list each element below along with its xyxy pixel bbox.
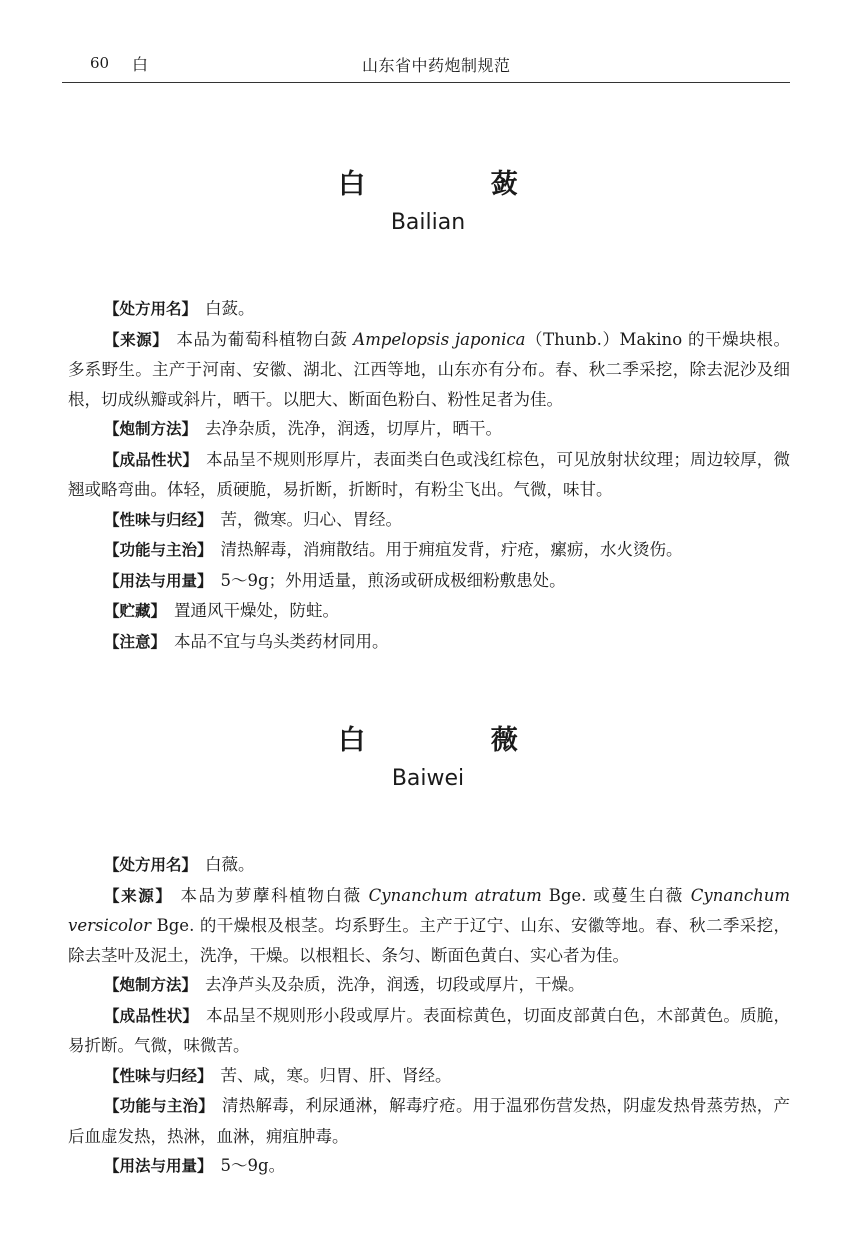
field-usage-dosage: [68, 1151, 790, 1182]
field-text: 去净芦头及杂质，洗净，润透，切段或厚片，干燥。: [205, 975, 585, 994]
field-text: 清热解毒，利尿通淋，解毒疗疮。用于温邪伤营发热，阴虚发热骨蒸劳热，产后血虚发热，热淋，血淋，痈疽肿毒。: [68, 1096, 790, 1146]
field-text: Bge. 或蔓生白薇: [541, 885, 691, 905]
latin-species-name: Ampelopsis japonica: [353, 329, 526, 349]
field-label: 【功能与主治】: [104, 541, 213, 559]
entry-title-pinyin: Bailian: [390, 210, 466, 235]
field-usage-dosage: [68, 566, 790, 597]
field-text: 本品呈不规则形小段或厚片。表面棕黄色，切面皮部黄白色，木部黄色。质脆，易折断。气微，味微苦。: [68, 1005, 790, 1055]
field-processing-method: [68, 414, 790, 445]
field-text: 苦、咸，寒。归胃、肝、肾经。: [220, 1065, 452, 1085]
field-label: 【炮制方法】: [104, 420, 198, 438]
field-text: 5～9g。: [220, 1156, 286, 1175]
field-label: 【用法与用量】: [104, 1157, 213, 1175]
latin-species-name: Cynanchum atratum: [368, 885, 542, 905]
entry-body-baiwei: [68, 850, 790, 1182]
field-text: 清热解毒，消痈散结。用于痈疽发背，疔疮，瘰疬，水火烫伤。: [220, 540, 683, 559]
entry-title-pinyin: Baiwei: [391, 766, 465, 791]
entry-body-bailian: [68, 294, 790, 657]
field-label: 【注意】: [104, 632, 167, 651]
field-prescription-name: [68, 850, 790, 881]
field-text: 置通风干燥处，防蛀。: [174, 601, 340, 620]
field-label: 【来源】: [104, 886, 173, 905]
field-nature-meridian: [68, 505, 790, 536]
field-text: （Thunb.）Makino 的干燥块根。多系野生。主产于河南、安徽、湖北、江西等地，山东亦有分布。春、秋二季采挖，除去泥沙及细根，切成纵瓣或斜片，晒干。以肥大、断面色粉白、粉性足者为佳。: [68, 329, 790, 409]
book-title: 山东省中药炮制规范: [362, 56, 511, 75]
field-label: 【贮藏】: [104, 602, 167, 620]
field-text: 5～9g；外用适量，煎汤或研成极细粉敷患处。: [220, 570, 566, 590]
field-processing-method: [68, 970, 790, 1001]
field-label: 【处方用名】: [104, 856, 198, 874]
entry-title-bailian: [0, 168, 856, 238]
entry-title-chinese: 白 薇: [338, 725, 576, 756]
entry-title-baiwei: [0, 724, 856, 794]
field-product-characteristics: [68, 445, 790, 505]
field-text: 本品为萝藦科植物白薇: [180, 885, 369, 905]
field-label: 【性味与归经】: [104, 510, 213, 529]
field-label: 【处方用名】: [104, 300, 198, 318]
field-label: 【性味与归经】: [104, 1066, 213, 1085]
field-prescription-name: [68, 294, 790, 325]
field-text: 去净杂质，洗净，润透，切厚片，晒干。: [205, 419, 503, 438]
field-storage: [68, 596, 790, 627]
running-header: [62, 48, 790, 83]
field-function-indication: [68, 1091, 790, 1151]
field-label: 【功能与主治】: [104, 1097, 214, 1115]
entry-title-chinese: 白 蔹: [338, 169, 576, 200]
field-text: 白蔹。: [205, 299, 255, 318]
field-product-characteristics: [68, 1001, 790, 1061]
field-label: 【成品性状】: [104, 1006, 199, 1025]
field-text: 本品不宜与乌头类药材同用。: [174, 631, 389, 651]
field-text: 本品呈不规则形厚片，表面类白色或浅红棕色，可见放射状纹理；周边较厚，微翘或略弯曲。体轻，质硬脆，易折断，折断时，有粉尘飞出。气微，味甘。: [68, 449, 790, 499]
field-text: 本品为葡萄科植物白蔹: [176, 329, 354, 349]
field-text: 白薇。: [205, 855, 255, 874]
page-number: 60: [90, 54, 110, 72]
section-label: 白: [132, 55, 149, 74]
field-source: [68, 325, 790, 415]
field-label: 【成品性状】: [104, 450, 199, 469]
field-text: Bge. 的干燥根及根茎。均系野生。主产于辽宁、山东、安徽等地。春、秋二季采挖，除去茎叶及泥土，洗净，干燥。以根粗长、条匀、断面色黄白、实心者为佳。: [68, 916, 790, 965]
latin-species-name: Cynanchum versicolor: [68, 885, 790, 935]
field-nature-meridian: [68, 1061, 790, 1092]
field-function-indication: [68, 535, 790, 566]
field-source: [68, 881, 790, 971]
field-label: 【用法与用量】: [104, 571, 213, 590]
field-label: 【来源】: [104, 330, 169, 349]
field-caution: [68, 627, 790, 658]
field-label: 【炮制方法】: [104, 976, 198, 994]
field-text: 苦，微寒。归心、胃经。: [220, 509, 403, 529]
